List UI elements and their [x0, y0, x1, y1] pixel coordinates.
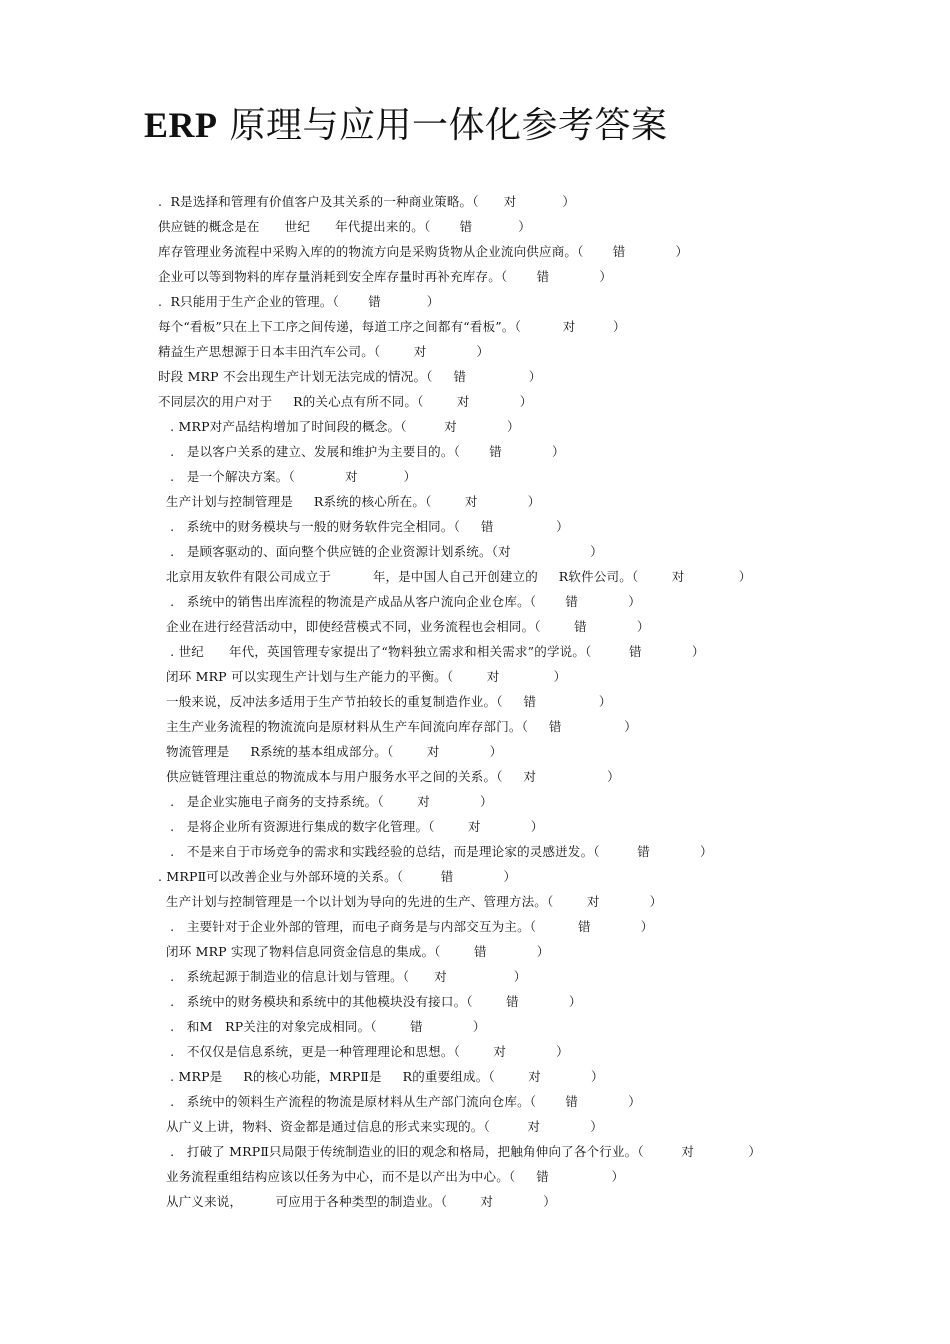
list-item: 供应链的概念是在 世纪 年代提出来的。（ 错 ） [158, 219, 531, 234]
list-item: . 不仅仅是信息系统，更是一种管理理论和思想。（ 对 ） [166, 1044, 569, 1059]
list-item: . 是以客户关系的建立、发展和维护为主要目的。（ 错 ） [166, 444, 565, 459]
list-item: . 系统中的财务模块和系统中的其他模块没有接口。（ 错 ） [166, 994, 582, 1009]
list-item: 不同层次的用户对于 R的关心点有所不同。（ 对 ） [158, 394, 533, 409]
list-item: 北京用友软件有限公司成立于 年，是中国人自己开创建立的 R软件公司。（ 对 ） [166, 569, 752, 584]
list-item: 企业在进行经营活动中，即使经营模式不同，业务流程也会相同。（ 错 ） [166, 619, 650, 634]
list-item: . 系统中的销售出库流程的物流是产成品从客户流向企业仓库。（ 错 ） [166, 594, 641, 609]
list-item: 从广义上讲，物料、资金都是通过信息的形式来实现的。（ 对 ） [166, 1119, 603, 1134]
list-item: . 是一个解决方案。（ 对 ） [166, 469, 417, 484]
list-item: 库存管理业务流程中采购入库的的物流方向是采购货物从企业流向供应商。（ 错 ） [158, 244, 689, 259]
list-item: . MRP对产品结构增加了时间段的概念。（ 对 ） [166, 419, 520, 434]
list-item: 主生产业务流程的物流流向是原材料从生产车间流向库存部门。（ 错 ） [166, 719, 637, 734]
list-item: 生产计划与控制管理是 R系统的核心所在。（ 对 ） [166, 494, 541, 509]
list-item: 闭环 MRP 实现了物料信息同资金信息的集成。（ 错 ） [166, 944, 550, 959]
list-item: 企业可以等到物料的库存量消耗到安全库存量时再补充库存。（ 错 ） [158, 269, 613, 284]
list-item: 生产计划与控制管理是一个以计划为导向的先进的生产、管理方法。（ 对 ） [166, 894, 663, 909]
list-item: . 是顾客驱动的、面向整个供应链的企业资源计划系统。（对 ） [166, 544, 603, 559]
list-item: 时段 MRP 不会出现生产计划无法完成的情况。（ 错 ） [158, 369, 542, 384]
list-item: . 主要针对于企业外部的管理，而电子商务是与内部交互为主。（ 错 ） [166, 919, 654, 934]
list-item: 从广义来说， 可应用于各种类型的制造业。（ 对 ） [166, 1194, 557, 1209]
list-item: . R是选择和管理有价值客户及其关系的一种商业策略。（ 对 ） [158, 194, 576, 209]
list-item: . 系统中的领料生产流程的物流是原材料从生产部门流向仓库。（ 错 ） [166, 1094, 641, 1109]
list-item: . 是企业实施电子商务的支持系统。（ 对 ） [166, 794, 493, 809]
list-item: . 和M RP关注的对象完成相同。（ 错 ） [166, 1019, 486, 1034]
list-item: 供应链管理注重总的物流成本与用户服务水平之间的关系。（ 对 ） [166, 769, 620, 784]
list-item: 一般来说，反冲法多适用于生产节拍较长的重复制造作业。（ 错 ） [166, 694, 612, 709]
list-item: . 打破了 MRPⅡ只局限于传统制造业的旧的观念和格局，把触角伸向了各个行业。（ 对 ） [166, 1144, 762, 1159]
list-item: 闭环 MRP 可以实现生产计划与生产能力的平衡。（ 对 ） [166, 669, 567, 684]
list-item: . MRP是 R的核心功能，MRPⅡ是 R的重要组成。（ 对 ） [166, 1069, 604, 1084]
title-erp: ERP [144, 105, 218, 145]
list-item: 每个“看板”只在上下工序之间传递，每道工序之间都有“看板”。（ 对 ） [158, 319, 626, 334]
document-title [144, 102, 667, 149]
list-item: . 系统中的财务模块与一般的财务软件完全相同。（ 错 ） [166, 519, 569, 534]
list-item: . R只能用于生产企业的管理。（ 错 ） [158, 294, 440, 309]
list-item: . 系统起源于制造业的信息计划与管理。（ 对 ） [166, 969, 527, 984]
list-item: 业务流程重组结构应该以任务为中心，而不是以产出为中心。（ 错 ） [166, 1169, 625, 1184]
title-text: 原理与应用一体化参考答案 [229, 105, 668, 146]
list-item: . 世纪 年代，英国管理专家提出了“物料独立需求和相关需求”的学说。（ 错 ） [166, 644, 705, 659]
list-item: 物流管理是 R系统的基本组成部分。（ 对 ） [166, 744, 503, 759]
list-item: 精益生产思想源于日本丰田汽车公司。（ 对 ） [158, 344, 490, 359]
list-item: . 是将企业所有资源进行集成的数字化管理。（ 对 ） [166, 819, 544, 834]
list-item: . MRPⅡ可以改善企业与外部环境的关系。（ 错 ） [158, 869, 517, 884]
list-item: . 不是来自于市场竞争的需求和实践经验的总结，而是理论家的灵感迸发。（ 错 ） [166, 844, 713, 859]
